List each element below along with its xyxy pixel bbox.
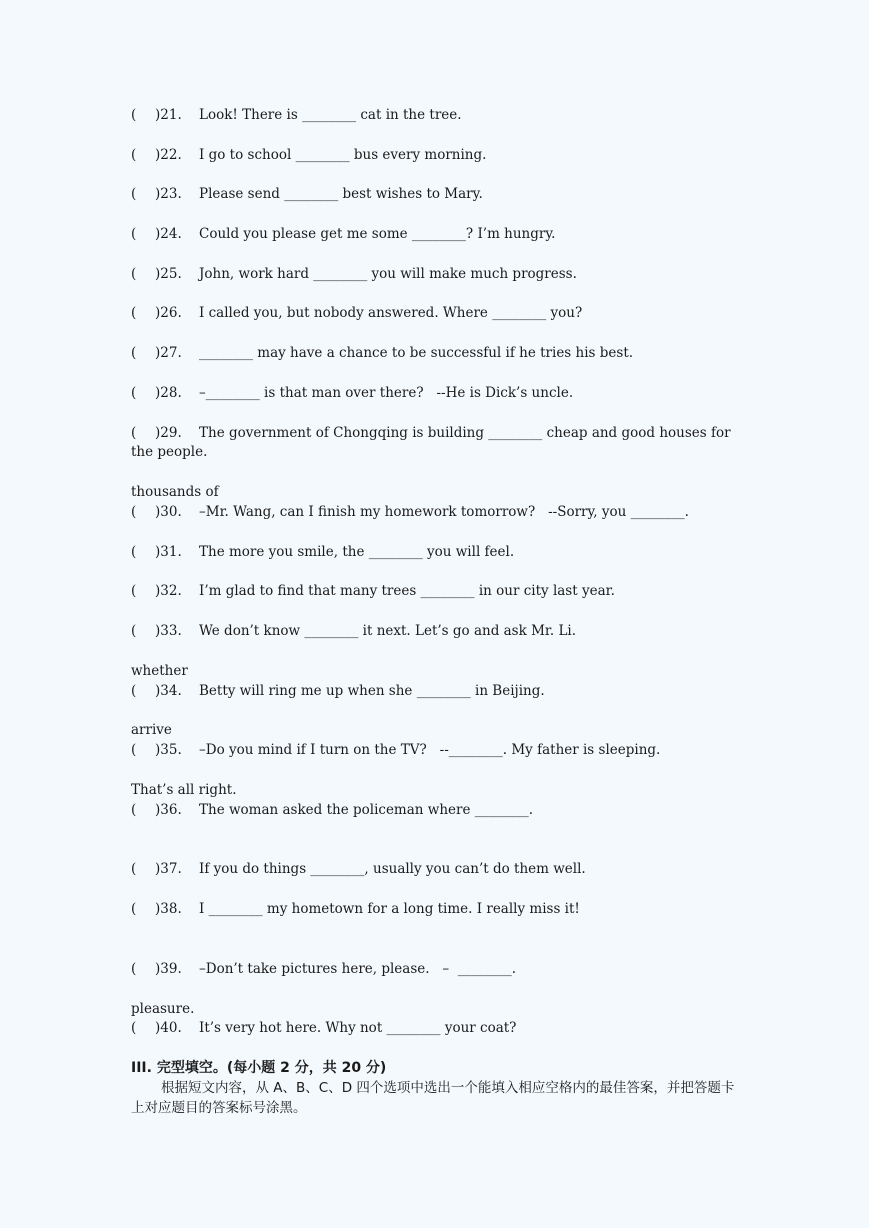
question-34-options [131,701,741,721]
question-24-options [131,244,741,264]
question-stem: –________ is that man over there? --He is Dick’s uncle. [199,385,574,401]
question-stem: –Don’t take pictures here, please. – ________. [199,961,517,977]
option-d-continued: That’s all right. [131,782,237,798]
question-27 [131,343,741,363]
question-26 [131,303,741,323]
question-number: )37. [155,861,182,877]
question-35 [131,740,741,760]
question-28 [131,383,741,403]
answer-bracket: ( [131,266,137,282]
answer-bracket: ( [131,226,137,242]
option-d-continued: pleasure. [131,1001,195,1017]
answer-bracket: ( [131,107,137,123]
question-number: )28. [155,385,182,401]
question-29 [131,423,741,443]
question-number: )36. [155,802,182,818]
answer-bracket: ( [131,147,137,163]
question-24 [131,224,741,244]
question-number: )21. [155,107,182,123]
question-39 [131,959,741,979]
question-38 [131,899,741,919]
question-number: )23. [155,186,182,202]
question-38-options-cd [131,939,741,959]
question-stem: ________ may have a chance to be successful if he tries his best. [199,345,634,361]
question-36 [131,800,741,820]
question-31-options [131,562,741,582]
question-number: )29. [155,425,182,441]
option-d-continued: thousands of [131,484,219,500]
question-stem: Look! There is ________ cat in the tree. [199,107,462,123]
question-stem: It’s very hot here. Why not ________ your coat? [199,1020,517,1036]
question-number: )35. [155,742,182,758]
answer-bracket: ( [131,623,137,639]
question-33 [131,621,741,641]
question-22 [131,145,741,165]
question-stem: I ________ my hometown for a long time. I really miss it! [199,901,580,917]
question-stem-continued: the people. [131,444,208,460]
question-stem: Could you please get me some ________? I’m hungry. [199,226,556,242]
answer-bracket: ( [131,305,137,321]
option-d-continued: arrive [131,722,172,738]
option-d-continued: whether [131,663,188,679]
question-32-options [131,601,741,621]
question-stem: The government of Chongqing is building ________ cheap and good houses for [199,425,731,441]
answer-bracket: ( [131,385,137,401]
question-26-options [131,323,741,343]
question-number: )33. [155,623,182,639]
question-stem: The more you smile, the ________ you will feel. [199,544,515,560]
question-29-options [131,462,741,482]
question-number: )32. [155,583,182,599]
question-stem: –Mr. Wang, can I finish my homework tomorrow? --Sorry, you ________. [199,504,689,520]
question-number: )24. [155,226,182,242]
answer-bracket: ( [131,425,137,441]
answer-bracket: ( [131,683,137,699]
question-stem: We don’t know ________ it next. Let’s go and ask Mr. Li. [199,623,577,639]
question-38-options-ab [131,919,741,939]
question-25-options [131,284,741,304]
question-stem: I called you, but nobody answered. Where ________ you? [199,305,583,321]
section-instruction: 根据短文内容，从 A、B、C、D 四个选项中选出一个能填入相应空格内的最佳答案，并把答题卡上对应题目的答案标号涂黑。 [131,1080,735,1116]
question-stem: Please send ________ best wishes to Mary. [199,186,483,202]
question-22-options [131,164,741,184]
question-21 [131,105,741,125]
question-stem: John, work hard ________ you will make much progress. [199,266,577,282]
question-number: )40. [155,1020,182,1036]
question-32 [131,581,741,601]
question-number: )26. [155,305,182,321]
answer-bracket: ( [131,186,137,202]
question-number: )27. [155,345,182,361]
question-stem: Betty will ring me up when she ________ in Beijing. [199,683,545,699]
question-40-options [131,1038,741,1058]
answer-bracket: ( [131,583,137,599]
answer-bracket: ( [131,742,137,758]
question-number: )30. [155,504,182,520]
question-34 [131,681,741,701]
question-27-options [131,363,741,383]
answer-bracket: ( [131,961,137,977]
question-35-options [131,760,741,780]
answer-bracket: ( [131,861,137,877]
question-stem: If you do things ________, usually you can’t do them well. [199,861,586,877]
question-23-options [131,204,741,224]
question-number: )38. [155,901,182,917]
question-25 [131,264,741,284]
question-40 [131,1018,741,1038]
answer-bracket: ( [131,504,137,520]
question-number: )25. [155,266,182,282]
question-23 [131,184,741,204]
answer-bracket: ( [131,345,137,361]
question-stem: I’m glad to find that many trees ________ in our city last year. [199,583,615,599]
answer-bracket: ( [131,544,137,560]
question-31 [131,542,741,562]
question-number: )22. [155,147,182,163]
answer-bracket: ( [131,901,137,917]
question-36-options-ab [131,820,741,840]
question-30-options [131,522,741,542]
question-33-options [131,641,741,661]
question-36-options-cd [131,840,741,860]
answer-bracket: ( [131,1020,137,1036]
question-stem: –Do you mind if I turn on the TV? --________. My father is sleeping. [199,742,661,758]
question-30 [131,502,741,522]
question-stem: The woman asked the policeman where ________. [199,802,534,818]
question-39-options [131,979,741,999]
answer-bracket: ( [131,802,137,818]
question-number: )31. [155,544,182,560]
question-number: )39. [155,961,182,977]
question-number: )34. [155,683,182,699]
question-37 [131,859,741,879]
question-21-options [131,125,741,145]
question-stem: I go to school ________ bus every morning. [199,147,487,163]
section-heading: III. 完型填空。(每小题 2 分，共 20 分) [131,1060,387,1076]
question-28-options [131,403,741,423]
question-37-options [131,879,741,899]
